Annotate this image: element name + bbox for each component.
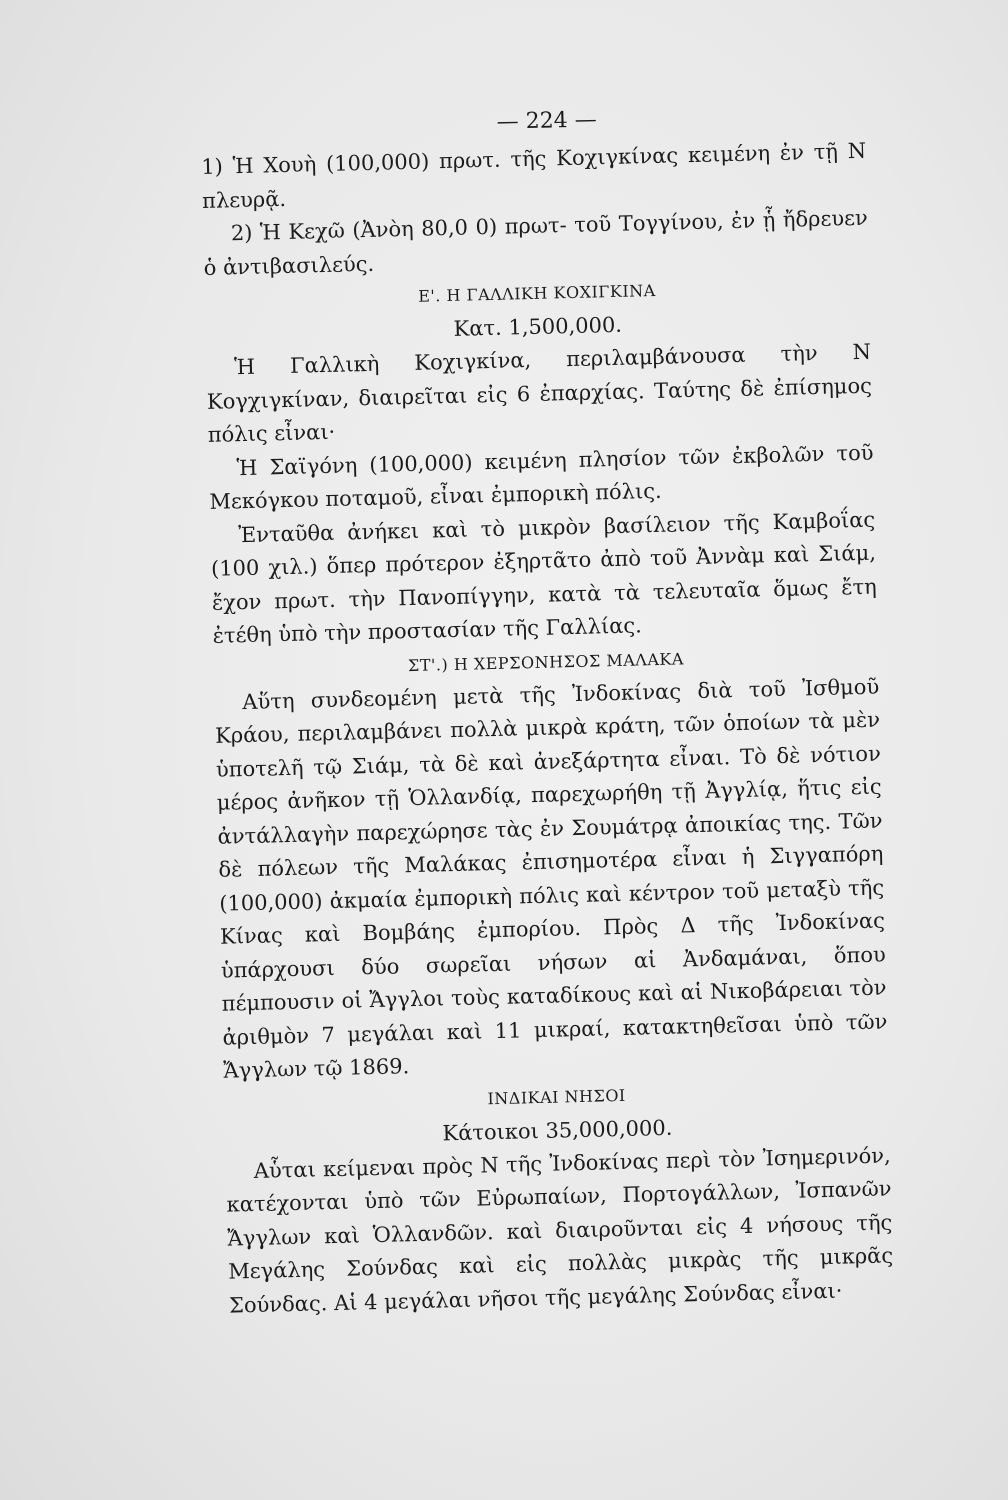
section-heading: ΙΝΔΙΚΑΙ ΝΗΣΟΙ [487,1085,626,1108]
section-population: Κάτοικοι 35,000,000. [442,1115,673,1145]
body-paragraph: 2) Ἡ Κεχῶ (Ἀνὸη 80,0 0) πρωτ- τοῦ Τογγίνου, ἐν ᾗ ἤδρευεν ὁ ἀντιβασιλεύς. [203,205,869,280]
text-block [200,99,894,1323]
body-paragraph: Αὗται κείμεναι πρὸς Ν τῆς Ἰνδοκίνας περὶ τὸν Ἰσημερινόν, κατέχονται ὑπὸ τῶν Εὐρωπαίων, Πορτογάλλων, Ἰσπανῶν Ἄγγλων καὶ Ὁλλανδῶν. καὶ διαιροῦνται εἰς 4 νήσους τῆς Μεγάλης Σούνδας καὶ εἰς πολλὰς μικρὰς τῆς μικρᾶς Σούνδας. Αἱ 4 μεγάλαι νῆσοι τῆς μεγάλης Σούνδας εἶναι· [226,1142,894,1318]
section-population: Κατ. 1,500,000. [453,312,623,341]
section-heading: ΣΤ'.) Η ΧΕΡΣΟΝΗΣΟΣ ΜΑΛΑΚΑ [407,648,685,675]
body-content [201,135,894,1323]
page-number: — 224 — [496,107,598,135]
body-paragraph: Ἡ Γαλλικὴ Κοχιγκίνα, περιλαμβάνουσα τὴν Ν Κογχιγκίναν, διαιρεῖται εἰς 6 ἐπαρχίας. Ταύτης δὲ ἐπίσημος πόλις εἶναι· [206,339,873,447]
body-paragraph: Αὕτη συνδεομένη μετὰ τῆς Ἰνδοκίνας διὰ τοῦ Ἰσθμοῦ Κράου, περιλαμβάνει πολλὰ μικρὰ κράτη, τῶν ὁποίων τὰ μὲν ὑποτελῆ τῷ Σιάμ, τὰ δὲ καὶ ἀνεξάρτητα εἶναι. Τὸ δὲ νότιον μέρος ἀνῆκον τῇ Ὁλλανδίᾳ, παρεχωρήθη τῇ Ἀγγλίᾳ, ἥτις εἰς ἀντάλλαγὴν παρεχώρησε τὰς ἐν Σουμάτρᾳ ἀποικίας της. Τῶν δὲ πόλεων τῆς Μαλάκας ἐπισημοτέρα εἶναι ἡ Σιγγαπόρη (100,000) ἀκμαία ἐμπορικὴ πόλις καὶ κέντρον τοῦ μεταξὺ τῆς Κίνας καὶ Βομβάης ἐμπορίου. Πρὸς Δ τῆς Ἰνδοκίνας ὑπάρχουσι δύο σωρεῖαι νήσων αἱ Ἀνδαμάναι, ὅπου πέμπουσιν οἱ Ἄγγλοι τοὺς καταδίκους καὶ αἱ Νικοβάρειαι τὸν ἀριθμὸν 7 μεγάλαι καὶ 11 μικραί, κατακτηθεῖσαι ὑπὸ τῶν Ἄγγλων τῷ 1869. [214,674,888,1083]
body-paragraph: 1) Ἡ Χουὴ (100,000) πρωτ. τῆς Κοχιγκίνας κειμένη ἐν τῇ Ν πλευρᾷ. [200,138,867,213]
body-paragraph: Ἡ Σαϊγόνη (100,000) κειμένη πλησίον τῶν ἐκβολῶν τοῦ Μεκόγκου ποταμοῦ, εἶναι ἐμπορικὴ πόλις. [209,440,874,514]
body-paragraph: Ἐνταῦθα ἀνήκει καὶ τὸ μικρὸν βασίλειον τῆς Καμβοΐας (100 χιλ.) ὅπερ πρότερον ἐξηρτᾶτο ἀπὸ τοῦ Ἀννὰμ καὶ Σιάμ, ἔχον πρωτ. τὴν Πανοπίγγην, κατὰ τὰ τελευταῖα ὅμως ἔτη ἐτέθη ὑπὸ τὴν προστασίαν τῆς Γαλλίας. [210,507,878,648]
section-heading: Ε'. Η ΓΑΛΛΙΚΗ ΚΟΧΙΓΚΙΝΑ [417,280,656,306]
